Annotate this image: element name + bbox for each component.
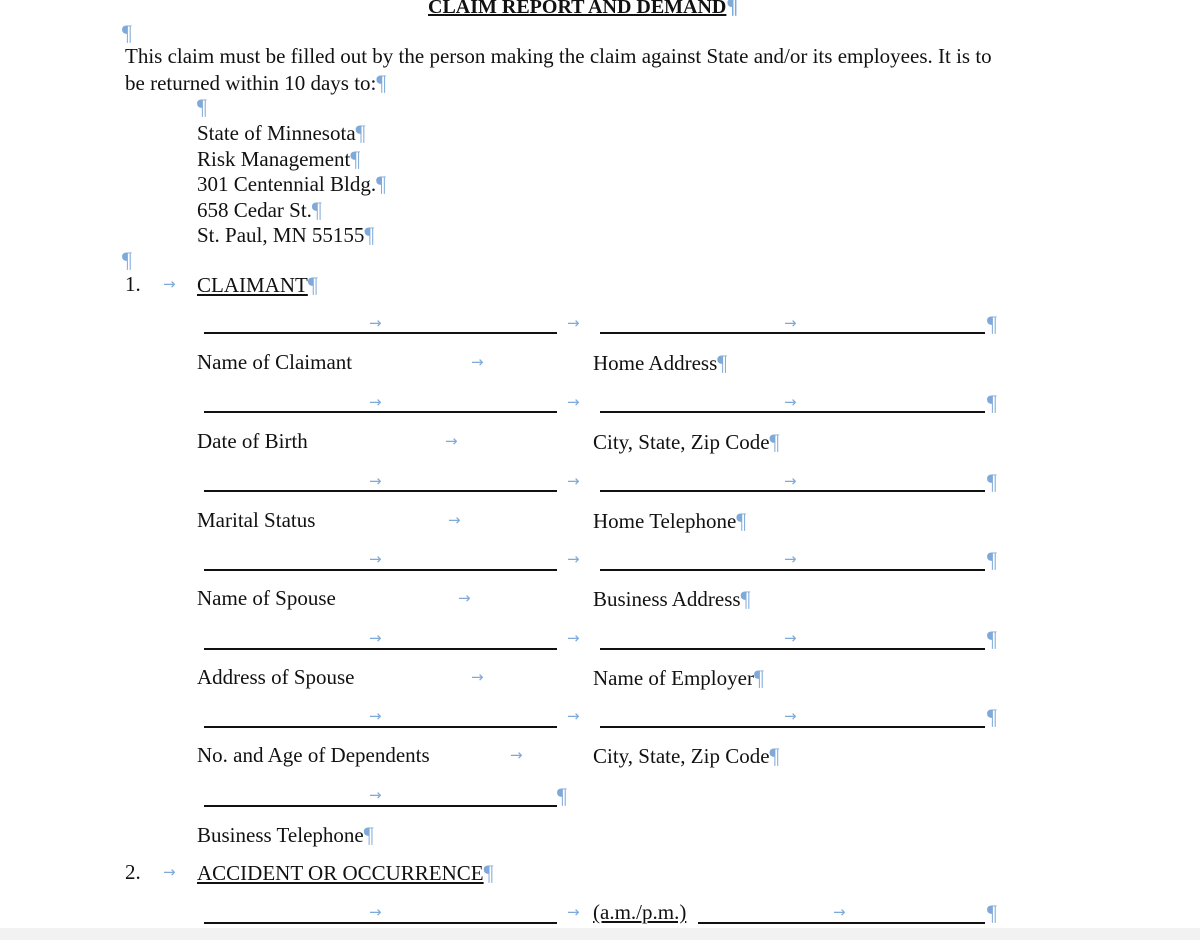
- pilcrow-mark: ¶: [122, 20, 132, 45]
- doc-title-row: [428, 0, 738, 17]
- blank-line-city-state-zip[interactable]: [600, 411, 985, 413]
- field-label-row: Home Telephone¶: [593, 508, 747, 533]
- blank-line-name-of-spouse[interactable]: [204, 569, 557, 571]
- tab-arrow: →: [458, 589, 471, 607]
- address-line: 658 Cedar St.¶: [197, 197, 322, 222]
- tab-arrow: →: [567, 393, 580, 411]
- tab-arrow: →: [567, 314, 580, 332]
- field-label-row: Home Address¶: [593, 350, 728, 375]
- address-line: 301 Centennial Bldg.¶: [197, 171, 387, 196]
- intro-line-2: be returned within 10 days to:: [125, 71, 377, 95]
- field-label: No. and Age of Dependents: [197, 743, 430, 767]
- field-label-row: City, State, Zip Code¶: [593, 743, 780, 768]
- section-heading-accident: ACCIDENT OR OCCURRENCE: [197, 861, 484, 885]
- tab-arrow: →: [784, 550, 797, 568]
- field-label-row: Name of Employer¶: [593, 665, 764, 690]
- field-label-row: Business Telephone¶: [197, 822, 374, 847]
- tab-arrow: →: [369, 903, 382, 921]
- tab-arrow: →: [445, 432, 458, 450]
- pilcrow-mark: ¶: [987, 469, 997, 494]
- address-line: State of Minnesota¶: [197, 120, 366, 145]
- address-line: St. Paul, MN 55155¶: [197, 222, 375, 247]
- pilcrow-mark: ¶: [987, 390, 997, 415]
- field-label: Marital Status: [197, 508, 316, 532]
- pilcrow-mark: ¶: [987, 900, 997, 925]
- tab-arrow: →: [784, 393, 797, 411]
- intro-line-1: This claim must be filled out by the person making the claim against State and/or its employees. It is to: [125, 44, 992, 68]
- time-suffix-label: (a.m./p.m.): [593, 900, 687, 924]
- pilcrow-mark: ¶: [987, 547, 997, 572]
- blank-line-marital-status[interactable]: [204, 490, 557, 492]
- field-label-row: Business Address¶: [593, 586, 751, 611]
- doc-title: CLAIM REPORT AND DEMAND: [428, 0, 727, 18]
- tab-arrow: →: [784, 472, 797, 490]
- field-label: Name of Spouse: [197, 586, 336, 610]
- pilcrow-mark: ¶: [987, 704, 997, 729]
- tab-arrow: →: [163, 863, 176, 881]
- tab-arrow: →: [471, 668, 484, 686]
- tab-arrow: →: [567, 550, 580, 568]
- field-label-row: City, State, Zip Code¶: [593, 429, 780, 454]
- tab-arrow: →: [369, 472, 382, 490]
- tab-arrow: →: [784, 629, 797, 647]
- tab-arrow: →: [369, 629, 382, 647]
- blank-line-name-of-claimant[interactable]: [204, 332, 557, 334]
- field-label: Address of Spouse: [197, 665, 355, 689]
- pilcrow-mark: ¶: [376, 70, 387, 95]
- blank-line-accident-date[interactable]: [204, 922, 557, 924]
- blank-line-employer-city-state-zip[interactable]: [600, 726, 985, 728]
- tab-arrow: →: [784, 707, 797, 725]
- pilcrow-mark: ¶: [987, 311, 997, 336]
- pilcrow-mark: ¶: [726, 0, 739, 18]
- blank-line-name-of-employer[interactable]: [600, 648, 985, 650]
- tab-arrow: →: [369, 314, 382, 332]
- page-bottom-edge: [0, 928, 1200, 940]
- tab-arrow: →: [567, 472, 580, 490]
- address-line: Risk Management¶: [197, 146, 361, 171]
- pilcrow-mark: ¶: [557, 783, 567, 808]
- tab-arrow: →: [369, 707, 382, 725]
- section-heading-row: ACCIDENT OR OCCURRENCE¶: [197, 860, 494, 885]
- tab-arrow: →: [448, 511, 461, 529]
- section-number: 1.: [125, 272, 141, 296]
- section-heading-claimant: CLAIMANT: [197, 273, 308, 297]
- blank-line-address-of-spouse[interactable]: [204, 648, 557, 650]
- tab-arrow: →: [369, 550, 382, 568]
- blank-line-business-address[interactable]: [600, 569, 985, 571]
- tab-arrow: →: [471, 353, 484, 371]
- blank-line-accident-time[interactable]: [698, 922, 985, 924]
- pilcrow-mark: ¶: [122, 247, 132, 272]
- blank-line-date-of-birth[interactable]: [204, 411, 557, 413]
- section-number: 2.: [125, 860, 141, 884]
- tab-arrow: →: [567, 707, 580, 725]
- field-label: Date of Birth: [197, 429, 308, 453]
- tab-arrow: →: [567, 629, 580, 647]
- tab-arrow: →: [510, 746, 523, 764]
- tab-arrow: →: [163, 275, 176, 293]
- tab-arrow: →: [567, 903, 580, 921]
- tab-arrow: →: [833, 903, 846, 921]
- section-heading-row: CLAIMANT¶: [197, 272, 318, 297]
- pilcrow-mark: ¶: [987, 626, 997, 651]
- blank-line-business-telephone[interactable]: [204, 805, 557, 807]
- tab-arrow: →: [784, 314, 797, 332]
- tab-arrow: →: [369, 393, 382, 411]
- blank-line-home-address[interactable]: [600, 332, 985, 334]
- field-label: Name of Claimant: [197, 350, 353, 374]
- blank-line-dependents[interactable]: [204, 726, 557, 728]
- tab-arrow: →: [369, 786, 382, 804]
- blank-line-home-telephone[interactable]: [600, 490, 985, 492]
- intro-line-2-row: [125, 72, 386, 94]
- pilcrow-mark: ¶: [197, 94, 207, 119]
